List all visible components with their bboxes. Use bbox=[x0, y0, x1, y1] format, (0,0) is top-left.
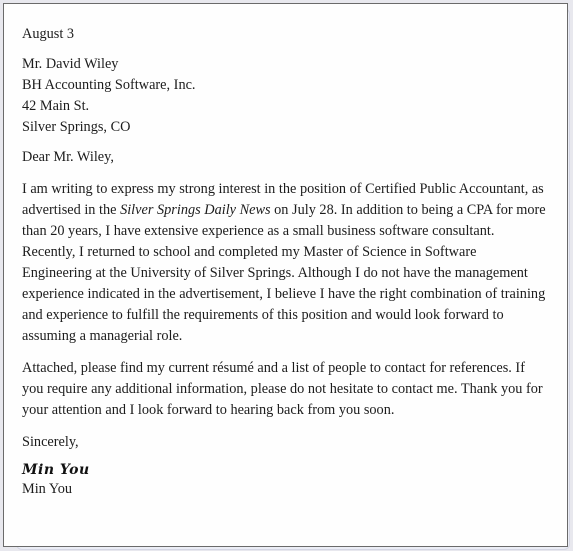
recipient-address bbox=[22, 54, 549, 138]
closing: Sincerely, bbox=[22, 434, 79, 450]
body-paragraph-1 bbox=[22, 179, 549, 347]
handwritten-signature: Min You bbox=[22, 462, 90, 478]
recipient-street: 42 Main St. bbox=[22, 98, 90, 114]
publication-name: Silver Springs Daily News bbox=[120, 202, 271, 218]
letter-document bbox=[3, 3, 568, 547]
letter-date: August 3 bbox=[22, 26, 75, 42]
paragraph-1-end: on July 28. In addition to being a CPA for more than 20 years, I have extensive experience as a small business software consultant. Recently, I returned to school and completed my Master of Science in Software Engineering at the University of Silver Springs. Although I do not have the management experience indicated in the advertisement, I believe I have the right combination of training and experience to fulfill the requirements of this position and would look forward to assuming a managerial role. bbox=[22, 202, 546, 344]
typed-name: Min You bbox=[22, 481, 73, 497]
body-paragraph-2: Attached, please find my current résumé and a list of people to contact for references. If you require any additional information, please do not hesitate to contact me. Thank you for your attention and I look forward to hearing back from you soon. bbox=[22, 360, 543, 418]
recipient-city: Silver Springs, CO bbox=[22, 119, 131, 135]
recipient-company: BH Accounting Software, Inc. bbox=[22, 77, 196, 93]
salutation: Dear Mr. Wiley, bbox=[22, 149, 114, 165]
paragraph-1-start: I am writing to express my strong interest in the position of Certified Public Accountant, as advertised in the bbox=[22, 181, 544, 218]
recipient-name: Mr. David Wiley bbox=[22, 56, 119, 72]
